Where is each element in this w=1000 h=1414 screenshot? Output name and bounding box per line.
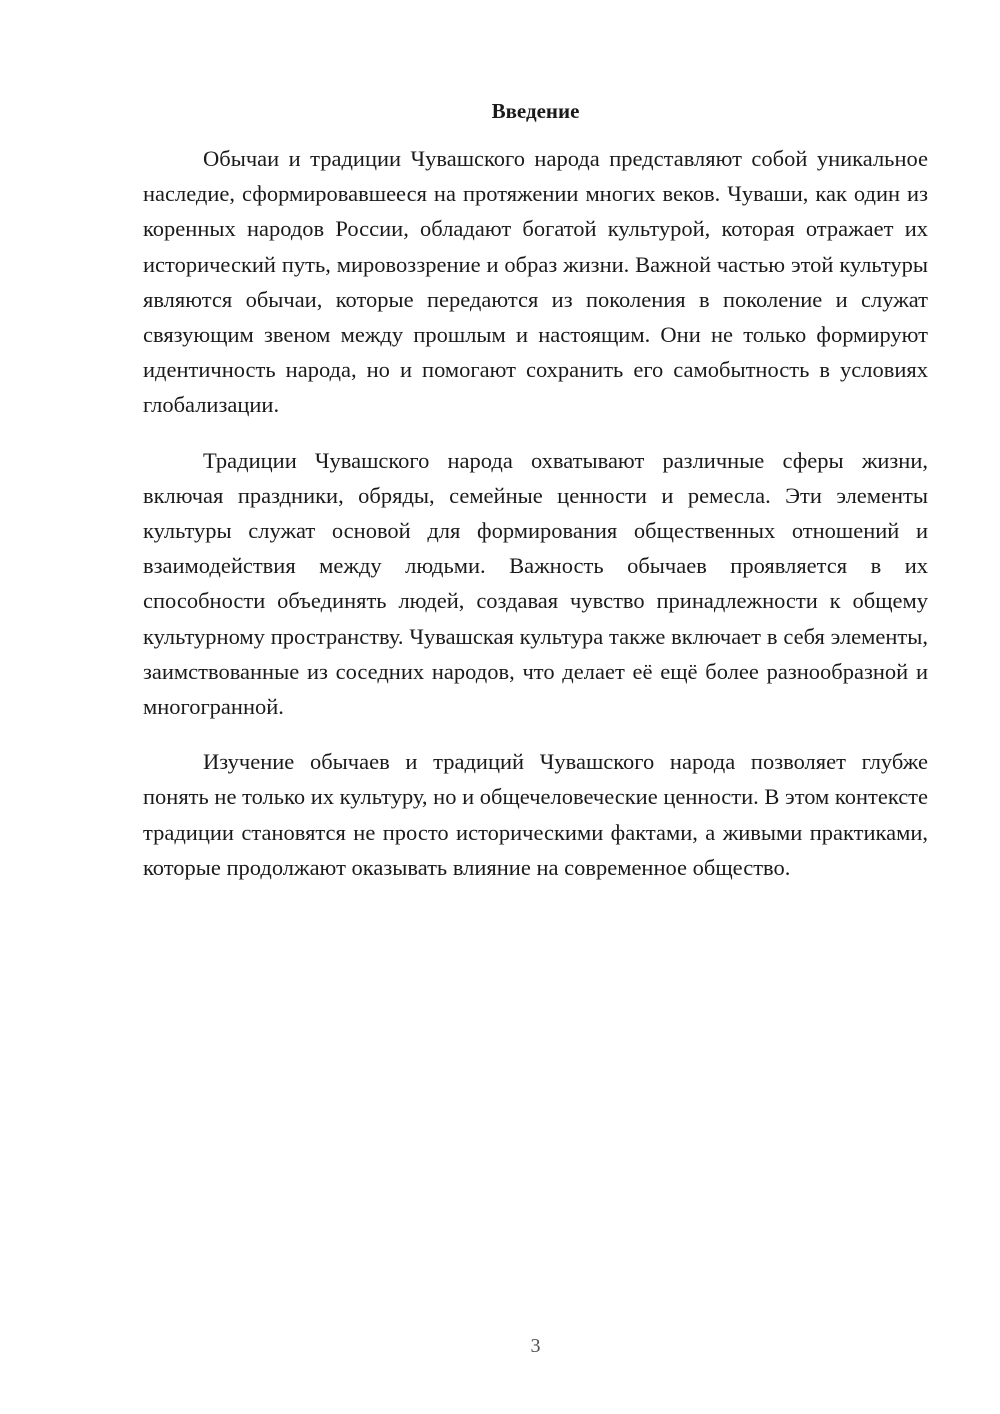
body-text bbox=[143, 141, 928, 905]
paragraph-3: Изучение обычаев и традиций Чувашского народа позволяет глубже понять не только их культуру, но и общечеловеческие ценности. В этом контексте традиции становятся не просто историческими фактами, а живыми практиками, которые продолжают оказывать влияние на современное общество. bbox=[143, 749, 928, 880]
section-heading: Введение bbox=[491, 99, 580, 123]
paragraph-2: Традиции Чувашского народа охватывают различные сферы жизни, включая праздники, обряды, семейные ценности и ремесла. Эти элементы культуры служат основой для формирования общественных отношений и взаимодействия между людьми. Важность обычаев проявляется в их способности объединять людей, создавая чувство принадлежности к общему культурному пространству. Чувашская культура также включает в себя элементы, заимствованные из соседних народов, что делает её ещё более разнообразной и многогранной. bbox=[143, 447, 928, 720]
page-number: 3 bbox=[530, 1335, 541, 1357]
paragraph-1: Обычаи и традиции Чувашского народа представляют собой уникальное наследие, сформировавшееся на протяжении многих веков. Чуваши, как один из коренных народов России, обладают богатой культурой, которая отражает их исторический путь, мировоззрение и образ жизни. Важной частью этой культуры являются обычаи, которые передаются из поколения в поколение и служат связующим звеном между прошлым и настоящим. Они не только формируют идентичность народа, но и помогают сохранить его самобытность в условиях глобализации. bbox=[143, 146, 928, 418]
